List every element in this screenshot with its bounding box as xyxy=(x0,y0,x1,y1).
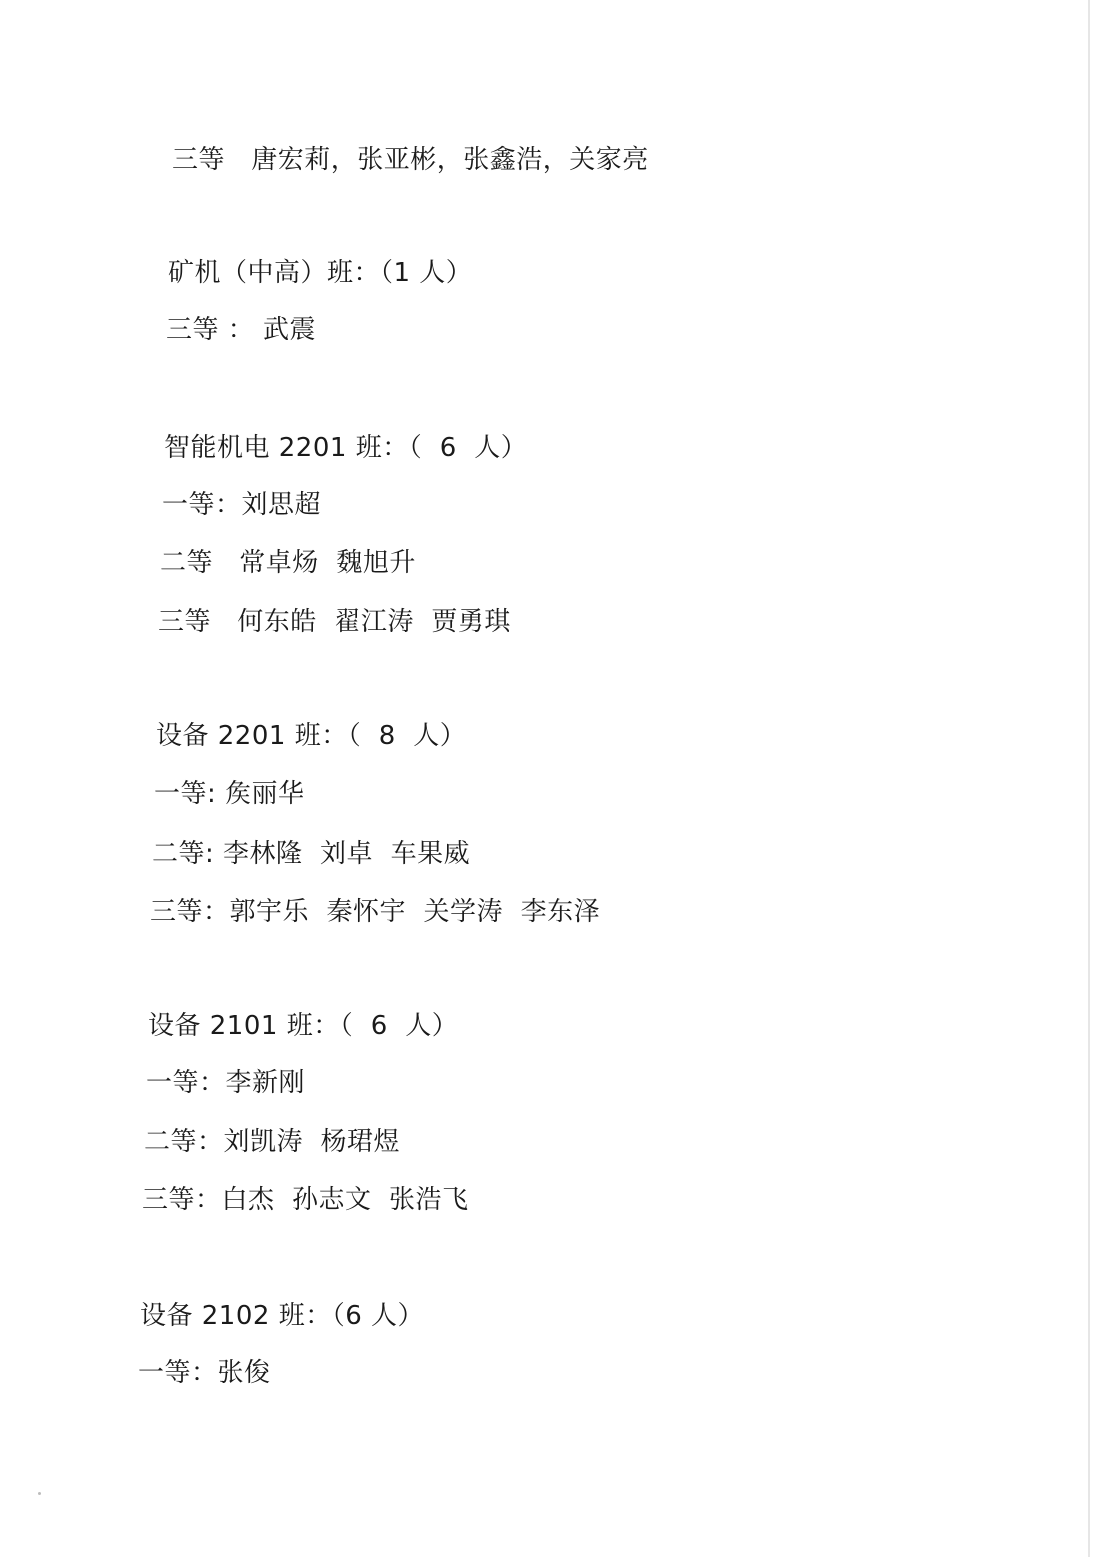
page-edge-shadow xyxy=(1088,0,1090,1557)
equip2201-third-prize-line: 三等：郭宇乐 秦怀宇 关学涛 李东泽 xyxy=(150,897,601,927)
equip2201-second-prize-line: 二等: 李林隆 刘卓 车果威 xyxy=(152,839,471,869)
equip2101-second-prize-line: 二等：刘凯涛 杨珺煜 xyxy=(144,1127,401,1157)
equip2101-third-prize-line: 三等：白杰 孙志文 张浩飞 xyxy=(142,1185,469,1215)
class-heading-smart-mechatronics-2201: 智能机电 2201 班：（ 6 人） xyxy=(164,433,528,463)
class-heading-mining-machinery: 矿机（中高）班：（1 人） xyxy=(168,258,473,288)
smart-first-prize-line: 一等：刘思超 xyxy=(162,490,322,520)
class-heading-equipment-2101: 设备 2101 班：（ 6 人） xyxy=(148,1011,459,1041)
class-1-third-prize-line: 三等 唐宏莉，张亚彬，张鑫浩，关家亮 xyxy=(172,145,649,175)
equip2102-first-prize-line: 一等：张俊 xyxy=(138,1358,271,1388)
class-heading-equipment-2201: 设备 2201 班：（ 8 人） xyxy=(156,721,467,751)
equip2201-first-prize-line: 一等: 矦丽华 xyxy=(154,779,305,809)
smart-second-prize-line: 二等 常卓炀 魏旭升 xyxy=(160,548,416,578)
mining-third-prize-line: 三等 ： 武震 xyxy=(166,315,317,345)
smart-third-prize-line: 三等 何东皓 翟江涛 贾勇琪 xyxy=(158,607,511,637)
equip2101-first-prize-line: 一等：李新刚 xyxy=(146,1068,306,1098)
scan-speck xyxy=(38,1492,41,1495)
class-heading-equipment-2102: 设备 2102 班：（6 人） xyxy=(140,1301,425,1331)
